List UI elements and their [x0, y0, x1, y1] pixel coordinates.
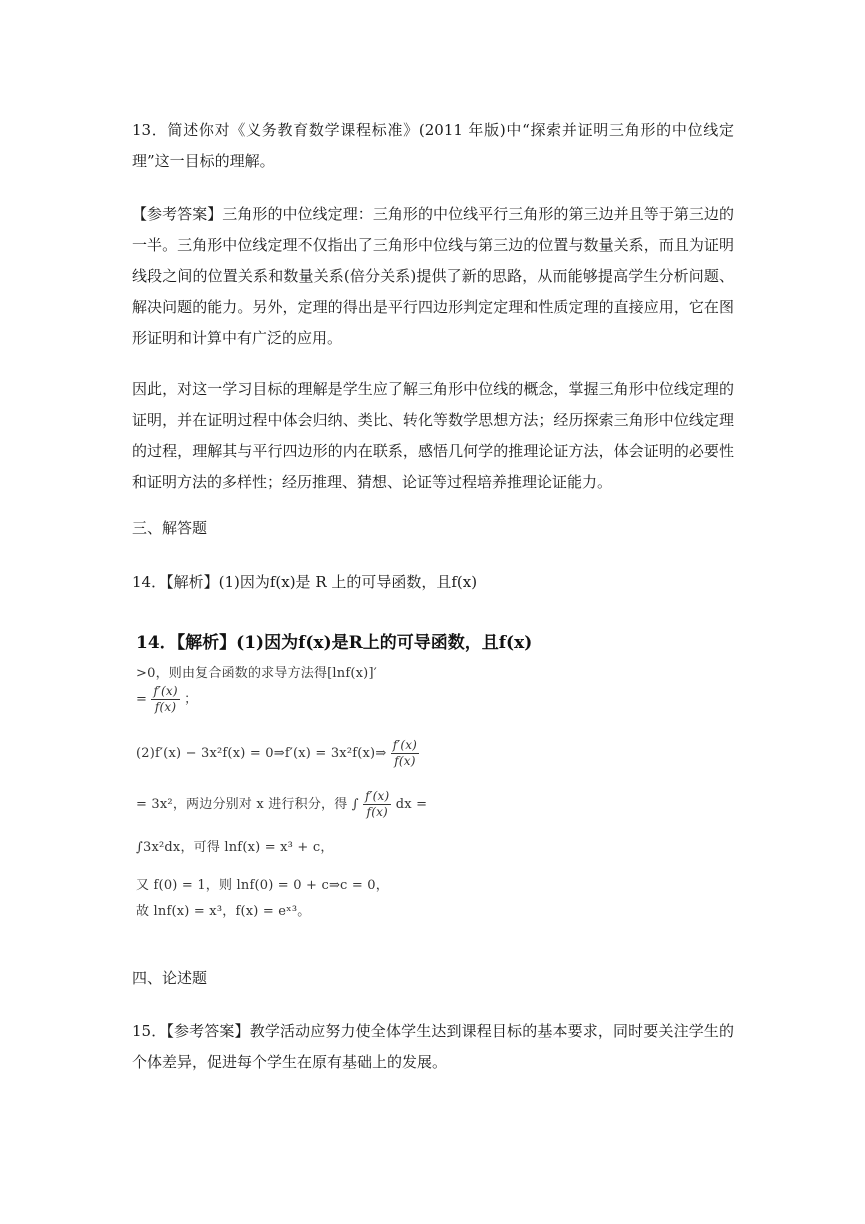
fraction-denominator: f(x)	[394, 754, 416, 768]
scan-equals: =	[136, 692, 148, 707]
question-13-text: 13．简述你对《义务教育数学课程标准》(2011 年版)中“探索并证明三角形的中位线定理”这一目标的理解。	[132, 121, 734, 170]
question-15-answer: 15．【参考答案】教学活动应努力使全体学生达到课程目标的基本要求，同时要关注学生的个体差异，促进每个学生在原有基础上的发展。	[132, 1022, 734, 1071]
section-4-heading: 四、论述题	[132, 969, 208, 987]
scan-line-5: ∫3x²dx，可得 lnf(x) = x³ + c，	[136, 840, 334, 855]
scan-derivation: (2)f′(x) − 3x²f(x) = 0⇒f′(x) = 3x²f(x)⇒	[136, 746, 387, 761]
scan-fraction-1	[151, 684, 179, 715]
fraction-denominator: f(x)	[154, 700, 177, 714]
scan-line-7: 故 lnf(x) = x³，f(x) = eˣ³。	[136, 904, 311, 919]
scan-fraction-2	[391, 738, 419, 769]
scan-integrate-text: = 3x²，两边分别对 x 进行积分，得 ∫	[136, 797, 359, 812]
scan-line-1: >0，则由复合函数的求导方法得[lnf(x)]′	[136, 666, 377, 681]
scan-semicolon: ；	[184, 692, 198, 707]
scan-dx: dx =	[395, 797, 428, 812]
fraction-numerator: f′(x)	[392, 738, 418, 752]
scan-line-2	[136, 684, 197, 715]
scan-line-3	[136, 738, 419, 769]
fraction-numerator: f′(x)	[365, 789, 390, 803]
question-14-intro: 14．【解析】(1)因为f(x)是 R 上的可导函数，且f(x)	[132, 573, 478, 591]
scan-line-4	[136, 789, 427, 820]
question-13-answer-paragraph-1: 【参考答案】三角形的中位线定理：三角形的中位线平行三角形的第三边并且等于第三边的一半。三角形中位线定理不仅指出了三角形中位线与第三边的位置与数量关系，而且为证明线段之间的位置关系和数量关系(倍分关系)提供了新的思路，从而能够提高学生分析问题、解决问题的能力。另外，定理的得出是平行四边形判定定理和性质定理的直接应用，它在图形证明和计算中有广泛的应用。	[132, 205, 734, 347]
fraction-numerator: f′(x)	[153, 684, 178, 698]
scan-fraction-3	[363, 789, 391, 820]
question-13-answer-paragraph-2: 因此，对这一学习目标的理解是学生应了解三角形中位线的概念，掌握三角形中位线定理的证明，并在证明过程中体会归纳、类比、转化等数学思想方法；经历探索三角形中位线定理的过程，理解其与平行四边形的内在联系，感悟几何学的推理论证方法，体会证明的必要性和证明方法的多样性；经历推理、猜想、论证等过程培养推理论证能力。	[132, 380, 734, 491]
section-3-heading: 三、解答题	[132, 519, 208, 537]
scan-line-6: 又 f(0) = 1，则 lnf(0) = 0 + c⇒c = 0，	[136, 878, 389, 893]
question-14-solution-image	[128, 614, 533, 934]
scan-heading: 14．【解析】(1)因为f(x)是R上的可导函数，且f(x)	[136, 633, 533, 653]
fraction-denominator: f(x)	[366, 805, 388, 819]
